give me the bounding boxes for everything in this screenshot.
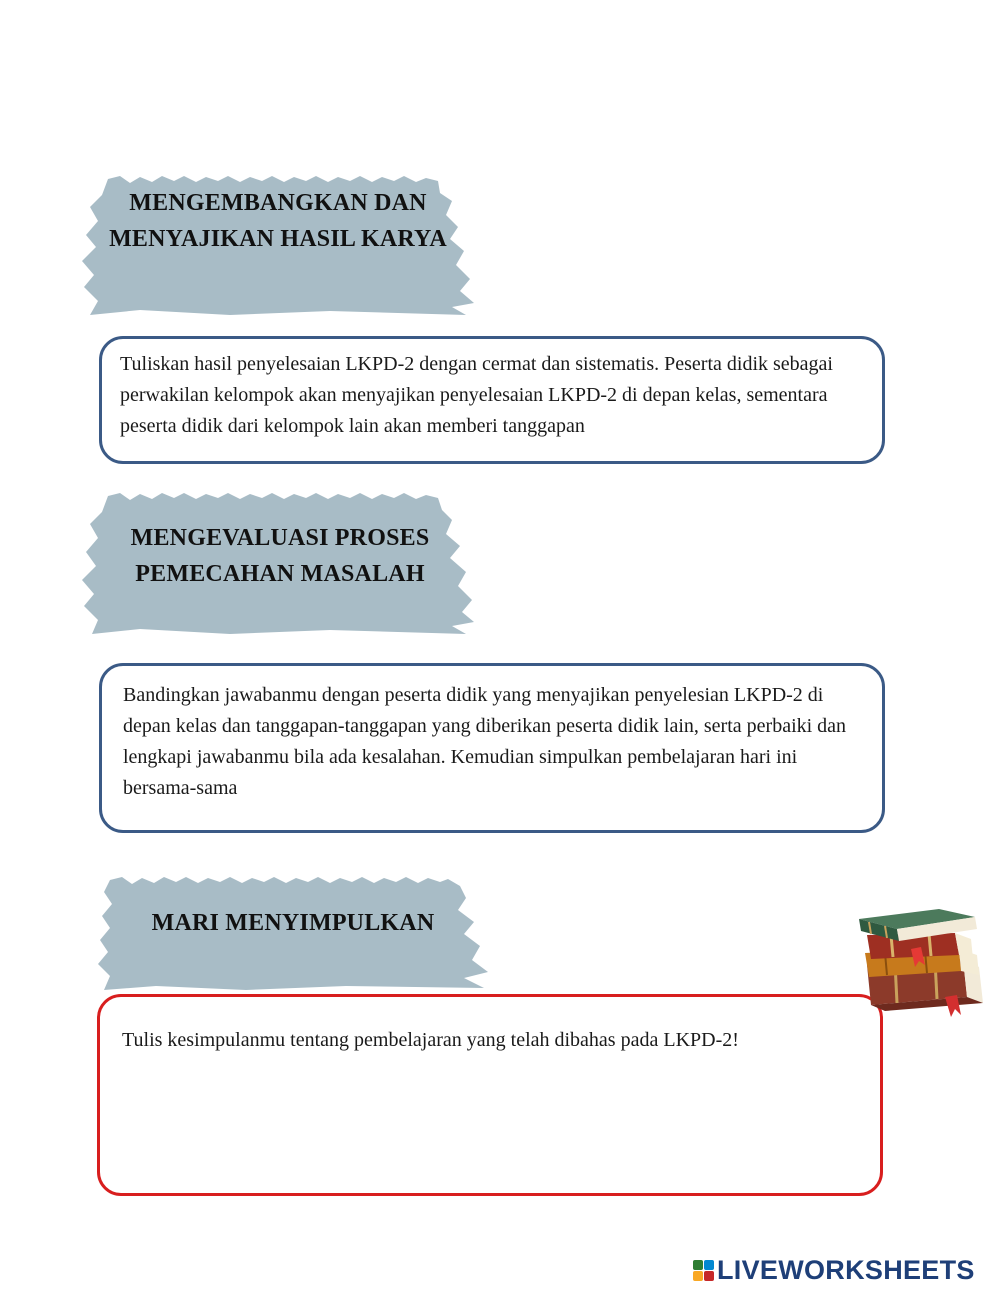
conclusion-prompt: Tulis kesimpulanmu tentang pembelajaran yang telah dibahas pada LKPD-2!: [122, 1029, 739, 1051]
liveworksheets-logo: [693, 1255, 975, 1285]
section-heading: MENGEMBANGKAN DAN MENYAJIKAN HASIL KARYA: [109, 190, 447, 252]
instruction-box-evaluate: [99, 663, 885, 833]
logo-mark-icon: [693, 1260, 714, 1281]
section-heading: MARI MENYIMPULKAN: [151, 910, 435, 936]
section-heading: MENGEVALUASI PROSES PEMECAHAN MASALAH: [130, 525, 430, 587]
section-banner-conclude: [96, 876, 492, 994]
books-stack-icon: [855, 905, 995, 1020]
instruction-box-develop: [99, 336, 885, 464]
instruction-text: Tuliskan hasil penyelesaian LKPD-2 dengan cermat dan sistematis. Peserta didik sebagai perwakilan kelompok akan menyajikan penyelesaian LKPD-2 di depan kelas, sementara peserta didik dari kelompok lain akan memberi tanggapan: [120, 353, 833, 437]
instruction-text: Bandingkan jawabanmu dengan peserta didik yang menyajikan penyelesian LKPD-2 di depan kelas dan tanggapan-tanggapan yang diberikan peserta didik lain, serta perbaiki dan lengkapi jawabanmu bila ada kesalahan. Kemudian simpulkan pembelajaran hari ini bersama-sama: [123, 684, 847, 799]
section-banner-develop: [80, 175, 480, 325]
section-banner-evaluate: [80, 492, 480, 638]
answer-box-conclusion[interactable]: [97, 994, 883, 1196]
logo-text: LIVEWORKSHEETS: [717, 1254, 975, 1285]
